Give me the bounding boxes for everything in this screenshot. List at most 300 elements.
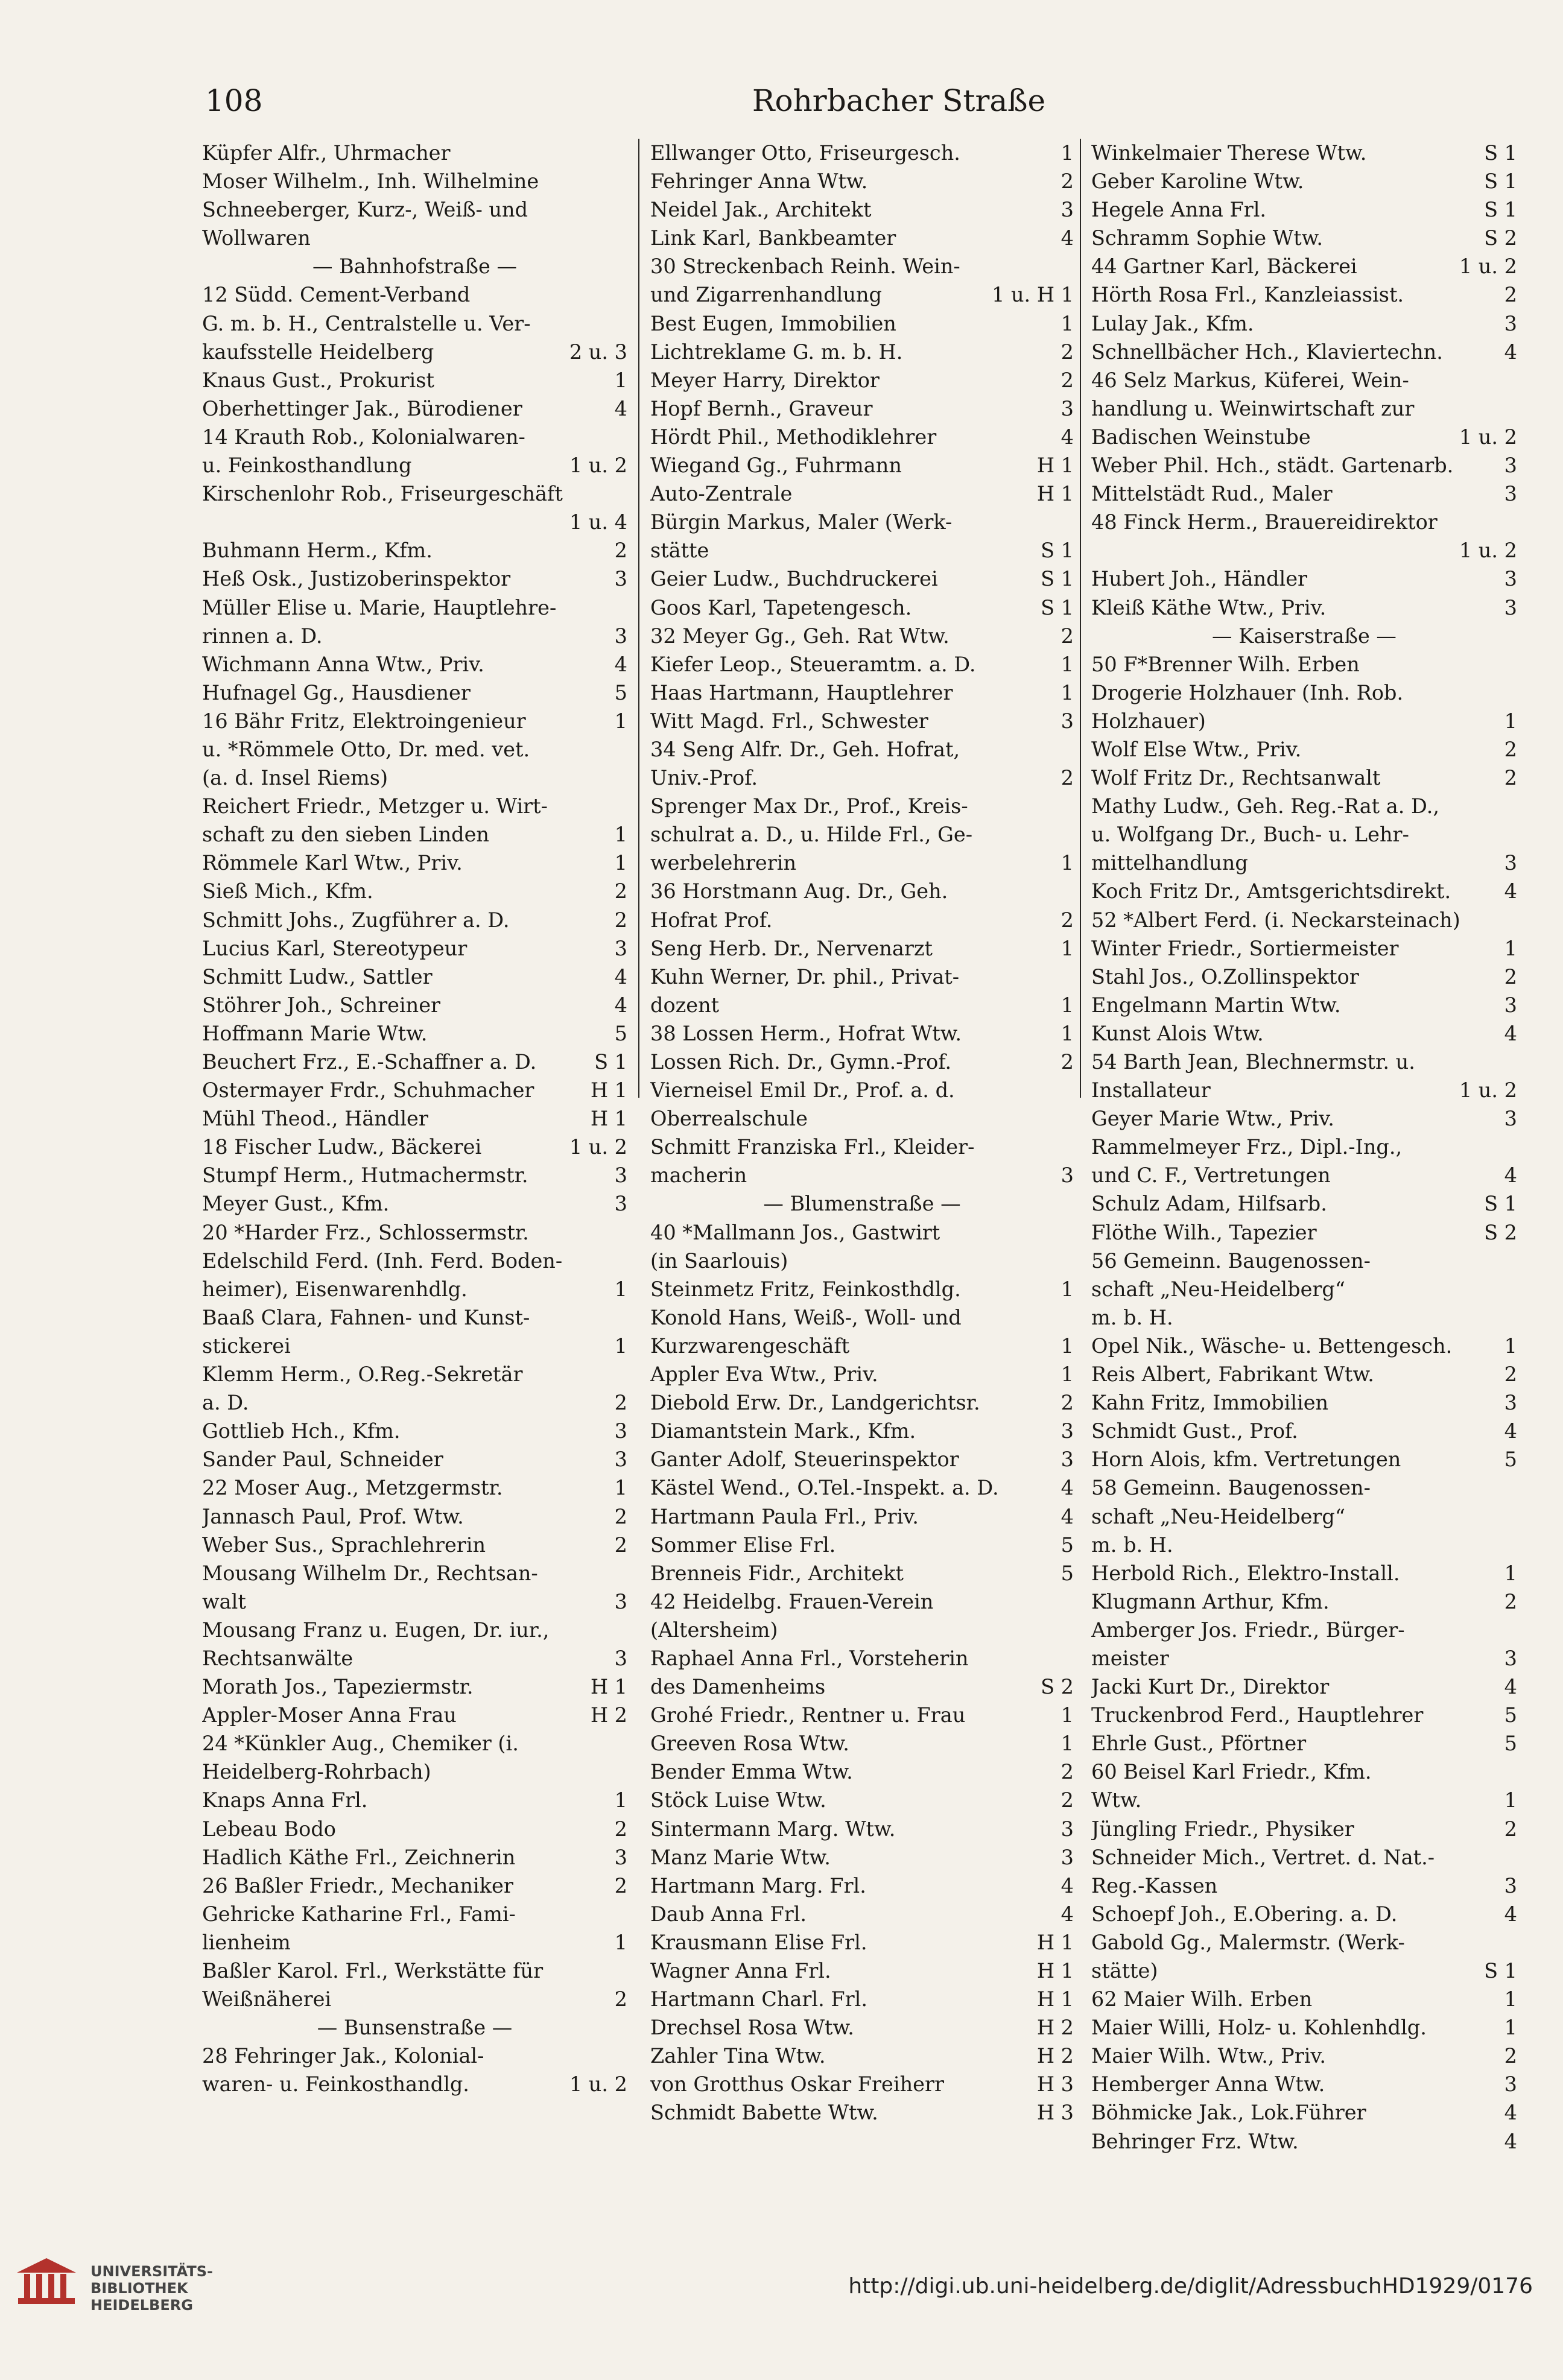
entry-text: Hemberger Anna Wtw. [1091,2072,1325,2097]
floor-number: 2 [1057,906,1074,934]
directory-line [1091,451,1517,479]
floor-number: 2 [1057,622,1074,650]
floor-number: 3 [1501,849,1517,877]
entry-text: von Grotthus Oskar Freiherr [650,2072,944,2097]
entry-text: Kunst Alois Wtw. [1091,1021,1264,1045]
entry-text: Horn Alois, kfm. Vertretungen [1091,1448,1401,1472]
entry-text: Brenneis Fidr., Architekt [650,1561,904,1585]
floor-number: S 1 [1480,1957,1517,1985]
directory-line [650,1758,1074,1786]
entry-text: Böhmicke Jak., Lok.Führer [1091,2101,1366,2125]
page-title: Rohrbacher Straße [752,83,1046,118]
entry-text: 48 Finck Herm., Brauereidirektor [1091,510,1438,534]
floor-number: 1 [611,366,627,394]
entry-text: lienheim [202,1930,291,1954]
directory-line [1091,2042,1517,2070]
directory-line [202,536,627,565]
floor-number: H 1 [1033,1985,1074,2013]
directory-line [650,1928,1074,1957]
floor-number: 1 [1057,139,1074,167]
directory-line [650,1303,1074,1332]
entry-text: Rechtsanwälte [202,1646,353,1670]
entry-text: Gehricke Katharine Frl., Fami- [202,1902,516,1926]
entry-text: Installateur [1091,1078,1211,1103]
entry-text: Beuchert Frz., E.-Schaffner a. D. [202,1050,537,1074]
directory-line [650,1388,1074,1417]
directory-line [1091,1019,1517,1048]
directory-line [1091,1473,1517,1502]
floor-number: 1 [1057,1275,1074,1303]
directory-line [202,423,627,451]
directory-line [650,195,1074,224]
entry-text: Stöhrer Joh., Schreiner [202,993,441,1017]
entry-text: Hartmann Paula Frl., Priv. [650,1504,919,1528]
floor-number: 2 [1057,167,1074,195]
floor-number: 3 [611,622,627,650]
floor-number: 3 [1057,394,1074,423]
institution-line: UNIVERSITÄTS- [90,2263,214,2280]
directory-line [202,1189,627,1218]
floor-number: 2 [1501,1815,1517,1843]
floor-number: 1 u. 2 [566,2070,627,2098]
entry-text: a. D. [202,1391,249,1415]
floor-number: 4 [1057,224,1074,252]
directory-line [650,1417,1074,1445]
directory-line [650,1559,1074,1587]
entry-text: Reg.-Kassen [1091,1873,1218,1897]
entry-text: 28 Fehringer Jak., Kolonial- [202,2044,484,2068]
directory-line [202,1900,627,1928]
directory-line [650,366,1074,394]
entry-text: Stöck Luise Wtw. [650,1788,826,1812]
entry-text: Kirschenlohr Rob., Friseurgeschäft [202,482,563,506]
entry-text: Winkelmaier Therese Wtw. [1091,141,1367,165]
directory-line [202,1815,627,1843]
entry-text: Schmitt Franziska Frl., Kleider- [650,1135,975,1159]
entry-text: Küpfer Alfr., Uhrmacher [202,141,451,165]
entry-text: stickerei [202,1334,291,1358]
entry-text: Auto-Zentrale [650,482,793,506]
directory-line [202,792,627,820]
entry-text: Drechsel Rosa Wtw. [650,2016,854,2040]
entry-text: 34 Seng Alfr. Dr., Geh. Hofrat, [650,737,960,761]
directory-line [1091,679,1517,707]
directory-line [1091,167,1517,195]
floor-number: 3 [1057,1445,1074,1473]
floor-number: 3 [1501,565,1517,593]
directory-line [1091,877,1517,905]
directory-line [650,1048,1074,1076]
floor-number: H 3 [1033,2098,1074,2127]
directory-line [202,1332,627,1360]
entry-text: Hoffmann Marie Wtw. [202,1021,428,1045]
floor-number: 1 [1057,679,1074,707]
floor-number: 1 [1057,991,1074,1019]
directory-line [1091,1815,1517,1843]
directory-line [650,1587,1074,1616]
entry-text: Rammelmeyer Frz., Dipl.-Ing., [1091,1135,1403,1159]
entry-text: schaft zu den sieben Linden [202,823,489,847]
directory-line [202,338,627,366]
cross-street-heading [1091,622,1517,650]
entry-text: Gabold Gg., Malermstr. (Werk- [1091,1930,1405,1954]
directory-line [202,224,627,252]
entry-text: (in Saarlouis) [650,1249,788,1273]
floor-number: 3 [611,934,627,963]
floor-number: 3 [611,1587,627,1616]
entry-text: Schmitt Ludw., Sattler [202,964,433,989]
directory-line [650,679,1074,707]
directory-line [650,1019,1074,1048]
entry-text: Kiefer Leop., Steueramtm. a. D. [650,652,976,676]
directory-line [650,2013,1074,2042]
directory-line [650,792,1074,820]
floor-number: 3 [1501,1644,1517,1673]
column-divider [638,139,639,1098]
floor-number: S 1 [1480,139,1517,167]
floor-number: 5 [1501,1701,1517,1729]
entry-text: 20 *Harder Frz., Schlossermstr. [202,1220,529,1244]
entry-text: Ellwanger Otto, Friseurgesch. [650,141,960,165]
directory-line [1091,1644,1517,1673]
directory-line [650,650,1074,679]
entry-text: Winter Friedr., Sortiermeister [1091,936,1399,960]
cross-street-heading [202,252,627,280]
entry-text: Weißnäherei [202,1987,332,2011]
floor-number: 3 [1501,309,1517,338]
entry-text: Lossen Rich. Dr., Gymn.-Prof. [650,1050,952,1074]
directory-column-3 [1091,139,1517,2156]
directory-line [650,1104,1074,1133]
entry-text: Diamantstein Mark., Kfm. [650,1419,916,1443]
entry-text: Steinmetz Fritz, Feinkosthdlg. [650,1277,961,1301]
directory-line [202,1048,627,1076]
directory-line [202,1872,627,1900]
directory-line [650,139,1074,167]
directory-line [650,906,1074,934]
entry-text: Schoepf Joh., E.Obering. a. D. [1091,1902,1398,1926]
directory-line [202,1247,627,1275]
directory-line [1091,508,1517,536]
directory-line [202,1275,627,1303]
entry-text: Schneider Mich., Vertret. d. Nat.- [1091,1845,1435,1869]
directory-line [650,1786,1074,1814]
entry-text: Hegele Anna Frl. [1091,198,1267,222]
entry-text: u. Feinkosthandlung [202,454,412,478]
directory-line [1091,707,1517,735]
entry-text: 46 Selz Markus, Küferei, Wein- [1091,368,1409,392]
directory-line [1091,991,1517,1019]
directory-line [650,167,1074,195]
entry-text: Krausmann Elise Frl. [650,1930,867,1954]
entry-text: Klemm Herm., O.Reg.-Sekretär [202,1362,523,1387]
floor-number: 1 [1057,650,1074,679]
entry-text: Stumpf Herm., Hutmachermstr. [202,1163,528,1188]
directory-line [202,139,627,167]
entry-text: 24 *Künkler Aug., Chemiker (i. [202,1732,519,1756]
floor-number: 2 [611,1388,627,1417]
entry-text: 52 *Albert Ferd. (i. Neckarsteinach) [1091,908,1460,932]
entry-text: Knaus Gust., Prokurist [202,368,434,392]
floor-number: S 2 [1480,1218,1517,1247]
directory-line [202,508,627,536]
directory-line [1091,2127,1517,2156]
entry-text: Behringer Frz. Wtw. [1091,2129,1299,2153]
directory-line [1091,1076,1517,1104]
floor-number: 1 [611,820,627,849]
entry-text: (a. d. Insel Riems) [202,766,388,790]
entry-text: Lulay Jak., Kfm. [1091,311,1254,335]
entry-text: Sander Paul, Schneider [202,1448,443,1472]
floor-number: 2 [1501,1587,1517,1616]
directory-line [202,1985,627,2013]
floor-number: 5 [611,1019,627,1048]
directory-line [1091,1502,1517,1531]
directory-line [202,991,627,1019]
entry-text: 60 Beisel Karl Friedr., Kfm. [1091,1760,1372,1784]
directory-line [1091,280,1517,309]
directory-line [1091,1786,1517,1814]
entry-text: Link Karl, Bankbeamter [650,226,896,250]
floor-number: S 1 [591,1048,627,1076]
entry-text: Sommer Elise Frl. [650,1533,836,1557]
entry-text: Hofrat Prof. [650,908,773,932]
page-number: 108 [205,83,263,118]
entry-text: Truckenbrod Ferd., Hauptlehrer [1091,1703,1424,1727]
floor-number: H 2 [1033,2042,1074,2070]
entry-text: 58 Gemeinn. Baugenossen- [1091,1476,1371,1500]
floor-number: 2 [611,536,627,565]
entry-text: 40 *Mallmann Jos., Gastwirt [650,1220,940,1244]
directory-line [650,1473,1074,1502]
floor-number: 4 [1501,2127,1517,2156]
directory-line [202,764,627,792]
floor-number: 1 [611,1786,627,1814]
entry-text: u. Wolfgang Dr., Buch- u. Lehr- [1091,823,1409,847]
directory-line [1091,1616,1517,1644]
entry-text: Hubert Joh., Händler [1091,567,1308,591]
directory-line [650,508,1074,536]
directory-line [1091,224,1517,252]
floor-number: 1 [1057,1019,1074,1048]
floor-number: 2 [1057,764,1074,792]
directory-line [202,735,627,764]
floor-number: 2 [1057,1388,1074,1417]
floor-number: 2 u. 3 [566,338,627,366]
directory-line [1091,1673,1517,1701]
floor-number: 2 [611,906,627,934]
floor-number: 4 [611,991,627,1019]
directory-line [650,1332,1074,1360]
directory-line [202,1928,627,1957]
directory-line [202,1388,627,1417]
directory-line [202,1531,627,1559]
directory-line [202,1473,627,1502]
directory-line [1091,1388,1517,1417]
floor-number: 1 [611,1473,627,1502]
entry-text: Schulz Adam, Hilfsarb. [1091,1192,1327,1216]
entry-text: Reichert Friedr., Metzger u. Wirt- [202,794,548,818]
entry-text: Lebeau Bodo [202,1817,336,1841]
directory-line [1091,1843,1517,1872]
entry-text: Jacki Kurt Dr., Direktor [1091,1675,1330,1699]
floor-number: 3 [611,1644,627,1673]
entry-text: — Kaiserstraße — [1212,624,1397,648]
floor-number: H 3 [1033,2070,1074,2098]
entry-text: Gottlieb Hch., Kfm. [202,1419,401,1443]
entry-text: Morath Jos., Tapeziermstr. [202,1675,474,1699]
entry-text: stätte [650,539,709,563]
entry-text: Schneeberger, Kurz-, Weiß- und [202,198,528,222]
directory-line [202,167,627,195]
directory-line [650,1616,1074,1644]
entry-text: Kleiß Käthe Wtw., Priv. [1091,595,1327,619]
entry-text: Stahl Jos., O.Zollinspektor [1091,964,1359,989]
floor-number: 4 [611,650,627,679]
entry-text: heimer), Eisenwarenhdlg. [202,1277,468,1301]
cross-street-heading [650,1189,1074,1218]
directory-line [1091,1133,1517,1161]
entry-text: Hördt Phil., Methodiklehrer [650,425,937,449]
entry-text: — Bunsenstraße — [317,2016,513,2040]
floor-number: 2 [1057,1758,1074,1786]
directory-line [1091,593,1517,622]
entry-text: Lucius Karl, Stereotypeur [202,936,468,960]
floor-number: H 1 [1033,1957,1074,1985]
entry-text: Bürgin Markus, Maler (Werk- [650,510,953,534]
directory-line [202,1076,627,1104]
entry-text: Lichtreklame G. m. b. H. [650,340,903,364]
directory-line [202,1644,627,1673]
floor-number: 2 [611,1815,627,1843]
floor-number: 4 [611,394,627,423]
entry-text: u. *Römmele Otto, Dr. med. vet. [202,737,530,761]
directory-line [202,280,627,309]
entry-text: Manz Marie Wtw. [650,1845,831,1869]
floor-number: 1 [1057,1701,1074,1729]
floor-number: 3 [1057,707,1074,735]
entry-text: Geber Karoline Wtw. [1091,169,1304,194]
entry-text: Zahler Tina Wtw. [650,2044,826,2068]
directory-line [650,1872,1074,1900]
directory-line [202,1957,627,1985]
floor-number: 2 [611,1872,627,1900]
directory-line [1091,1048,1517,1076]
floor-number: S 1 [1037,536,1074,565]
directory-line [1091,536,1517,565]
entry-text: dozent [650,993,720,1017]
floor-number: 1 u. 2 [1456,1076,1517,1104]
entry-text: Mittelstädt Rud., Maler [1091,482,1333,506]
entry-text: Opel Nik., Wäsche- u. Bettengesch. [1091,1334,1453,1358]
entry-text: Haas Hartmann, Hauptlehrer [650,680,953,704]
entry-text: Hartmann Charl. Frl. [650,1987,868,2011]
directory-line [650,1957,1074,1985]
directory-line [202,309,627,338]
entry-text: Mathy Ludw., Geh. Reg.-Rat a. D., [1091,794,1440,818]
floor-number: H 1 [1033,451,1074,479]
directory-line [1091,792,1517,820]
entry-text: Meyer Gust., Kfm. [202,1192,390,1216]
directory-line [202,1019,627,1048]
directory-line [1091,1275,1517,1303]
entry-text: Vierneisel Emil Dr., Prof. a. d. [650,1078,955,1103]
entry-text: Drogerie Holzhauer (Inh. Rob. [1091,680,1404,704]
entry-text: kaufsstelle Heidelberg [202,340,434,364]
directory-line [650,1076,1074,1104]
entry-text: Kahn Fritz, Immobilien [1091,1391,1329,1415]
directory-line [1091,1957,1517,1985]
entry-text: waren- u. Feinkosthandlg. [202,2072,469,2097]
directory-line [202,934,627,963]
floor-number: 1 u. 2 [566,451,627,479]
floor-number: 1 [611,707,627,735]
directory-line [650,338,1074,366]
entry-text: G. m. b. H., Centralstelle u. Ver- [202,311,531,335]
directory-line [1091,820,1517,849]
directory-line [1091,1587,1517,1616]
entry-text: 14 Krauth Rob., Kolonialwaren- [202,425,525,449]
entry-text: 54 Barth Jean, Blechnermstr. u. [1091,1050,1415,1074]
entry-text: Römmele Karl Wtw., Priv. [202,851,463,875]
directory-line [1091,1985,1517,2013]
directory-line [202,1133,627,1161]
directory-line [650,1644,1074,1673]
entry-text: des Damenheims [650,1675,826,1699]
directory-line [650,565,1074,593]
directory-line [202,1758,627,1786]
directory-line [202,479,627,508]
source-url-link[interactable]: http://digi.ub.uni-heidelberg.de/diglit/AdressbuchHD1929/0176 [848,2274,1533,2299]
floor-number: 1 [1501,707,1517,735]
directory-line [1091,1729,1517,1758]
floor-number: 3 [611,1417,627,1445]
floor-number: 4 [1057,1872,1074,1900]
directory-line [650,309,1074,338]
entry-text: Fehringer Anna Wtw. [650,169,868,194]
directory-line [650,2098,1074,2127]
directory-line [1091,650,1517,679]
page-header [205,77,1526,125]
floor-number: 1 [1057,309,1074,338]
entry-text: Maier Willi, Holz- u. Kohlenhdlg. [1091,2016,1427,2040]
directory-line [202,679,627,707]
floor-number: 1 [1501,2013,1517,2042]
directory-line [202,593,627,622]
entry-text: meister [1091,1646,1169,1670]
directory-line [202,1445,627,1473]
directory-line [1091,2098,1517,2127]
floor-number: 1 [1057,849,1074,877]
directory-line [1091,1417,1517,1445]
directory-line [202,1104,627,1133]
directory-line [1091,394,1517,423]
entry-text: 38 Lossen Herm., Hofrat Wtw. [650,1021,962,1045]
entry-text: Sintermann Marg. Wtw. [650,1817,896,1841]
institution-line: BIBLIOTHEK [90,2280,188,2297]
entry-text: Wolf Fritz Dr., Rechtsanwalt [1091,766,1381,790]
floor-number: 1 u. 2 [566,1133,627,1161]
floor-number: 3 [1501,593,1517,622]
entry-text: Grohé Friedr., Rentner u. Frau [650,1703,966,1727]
directory-line [202,1161,627,1189]
floor-number: 3 [1501,451,1517,479]
entry-text: Badischen Weinstube [1091,425,1311,449]
directory-line [1091,195,1517,224]
entry-text: und C. F., Vertretungen [1091,1163,1331,1188]
directory-line [650,820,1074,849]
entry-text: Hörth Rosa Frl., Kanzleiassist. [1091,283,1404,307]
